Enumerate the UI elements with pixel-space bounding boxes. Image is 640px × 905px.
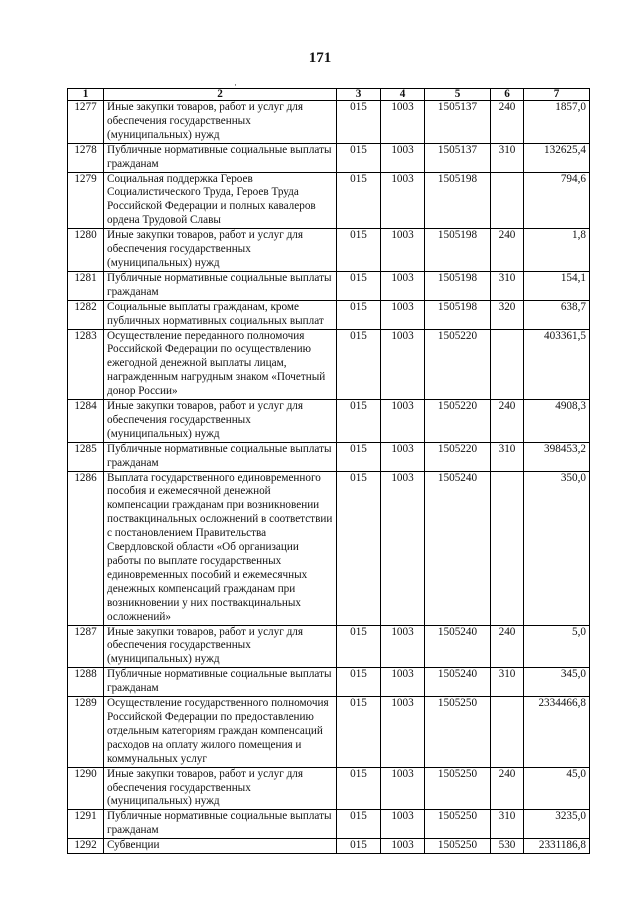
code-admin: 015 — [337, 810, 381, 839]
row-number: 1288 — [68, 668, 104, 697]
code-admin: 015 — [337, 101, 381, 144]
row-number: 1279 — [68, 172, 104, 229]
code-target: 1505240 — [425, 668, 491, 697]
row-name: Публичные нормативные социальные выплаты гражданам — [104, 271, 337, 300]
column-header: 2 — [104, 89, 337, 101]
column-header: 1 — [68, 89, 104, 101]
row-amount: 2334466,8 — [524, 697, 590, 768]
code-admin: 015 — [337, 471, 381, 625]
row-amount: 45,0 — [524, 767, 590, 810]
table-row — [68, 471, 590, 625]
row-number: 1290 — [68, 767, 104, 810]
code-target: 1505198 — [425, 172, 491, 229]
code-target: 1505198 — [425, 300, 491, 329]
code-section: 1003 — [381, 300, 425, 329]
code-target: 1505198 — [425, 229, 491, 272]
code-section: 1003 — [381, 442, 425, 471]
code-expense-type — [491, 172, 524, 229]
row-amount: 3235,0 — [524, 810, 590, 839]
code-section: 1003 — [381, 767, 425, 810]
code-section: 1003 — [381, 839, 425, 854]
code-section: 1003 — [381, 625, 425, 668]
row-amount: 403361,5 — [524, 329, 590, 400]
row-amount: 1857,0 — [524, 101, 590, 144]
code-target: 1505250 — [425, 839, 491, 854]
code-section: 1003 — [381, 810, 425, 839]
code-admin: 015 — [337, 697, 381, 768]
row-amount: 638,7 — [524, 300, 590, 329]
row-amount: 5,0 — [524, 625, 590, 668]
code-admin: 015 — [337, 229, 381, 272]
code-target: 1505220 — [425, 400, 491, 443]
code-section: 1003 — [381, 668, 425, 697]
table-row — [68, 625, 590, 668]
code-expense-type — [491, 697, 524, 768]
row-number: 1291 — [68, 810, 104, 839]
table-row — [68, 668, 590, 697]
code-target: 1505240 — [425, 471, 491, 625]
code-admin: 015 — [337, 839, 381, 854]
code-section: 1003 — [381, 271, 425, 300]
row-name: Выплата государственного единовременного пособия и ежемесячной денежной компенсации гражданам при возникновении поствакцинальных осложнений в соответствии с постановлением Правительства Свердловской области «Об организации работы по выплате государственных единовременных пособий и ежемесячных денежных компенсаций гражданам при возникновении у них поствакцинальных осложнений» — [104, 471, 337, 625]
table-row — [68, 172, 590, 229]
row-name: Осуществление государственного полномочия Российской Федерации по предоставлению отдельным категориям граждан компенсаций расходов на оплату жилого помещения и коммунальных услуг — [104, 697, 337, 768]
scan-mark: · — [234, 80, 237, 90]
column-header: 7 — [524, 89, 590, 101]
code-expense-type: 530 — [491, 839, 524, 854]
row-number: 1284 — [68, 400, 104, 443]
code-expense-type — [491, 329, 524, 400]
row-amount: 2331186,8 — [524, 839, 590, 854]
row-amount: 398453,2 — [524, 442, 590, 471]
code-admin: 015 — [337, 329, 381, 400]
code-expense-type: 240 — [491, 625, 524, 668]
code-target: 1505250 — [425, 810, 491, 839]
code-target: 1505198 — [425, 271, 491, 300]
table-row — [68, 143, 590, 172]
row-name: Иные закупки товаров, работ и услуг для обеспечения государственных (муниципальных) нужд — [104, 767, 337, 810]
code-target: 1505220 — [425, 329, 491, 400]
column-header: 4 — [381, 89, 425, 101]
row-name: Публичные нормативные социальные выплаты гражданам — [104, 810, 337, 839]
row-name: Иные закупки товаров, работ и услуг для обеспечения государственных (муниципальных) нужд — [104, 625, 337, 668]
row-number: 1287 — [68, 625, 104, 668]
table-row — [68, 329, 590, 400]
row-number: 1289 — [68, 697, 104, 768]
code-expense-type: 310 — [491, 143, 524, 172]
code-section: 1003 — [381, 471, 425, 625]
row-amount: 154,1 — [524, 271, 590, 300]
table-row — [68, 697, 590, 768]
code-section: 1003 — [381, 229, 425, 272]
table-row — [68, 400, 590, 443]
code-expense-type: 240 — [491, 101, 524, 144]
table-row — [68, 300, 590, 329]
table-row — [68, 229, 590, 272]
row-name: Социальная поддержка Героев Социалистического Труда, Героев Труда Российской Федерации и полных кавалеров ордена Трудовой Славы — [104, 172, 337, 229]
code-section: 1003 — [381, 400, 425, 443]
column-header: 6 — [491, 89, 524, 101]
code-target: 1505240 — [425, 625, 491, 668]
code-admin: 015 — [337, 271, 381, 300]
row-amount: 350,0 — [524, 471, 590, 625]
code-admin: 015 — [337, 767, 381, 810]
row-number: 1278 — [68, 143, 104, 172]
row-amount: 1,8 — [524, 229, 590, 272]
table-row — [68, 101, 590, 144]
code-admin: 015 — [337, 143, 381, 172]
table-row — [68, 839, 590, 854]
row-name: Публичные нормативные социальные выплаты гражданам — [104, 442, 337, 471]
code-admin: 015 — [337, 300, 381, 329]
header-row — [68, 89, 590, 101]
code-target: 1505220 — [425, 442, 491, 471]
code-admin: 015 — [337, 400, 381, 443]
code-target: 1505137 — [425, 101, 491, 144]
code-section: 1003 — [381, 101, 425, 144]
table-row — [68, 442, 590, 471]
row-name: Иные закупки товаров, работ и услуг для обеспечения государственных (муниципальных) нужд — [104, 101, 337, 144]
code-expense-type: 310 — [491, 442, 524, 471]
code-expense-type: 310 — [491, 810, 524, 839]
code-admin: 015 — [337, 668, 381, 697]
row-name: Публичные нормативные социальные выплаты гражданам — [104, 668, 337, 697]
column-header: 5 — [425, 89, 491, 101]
row-number: 1282 — [68, 300, 104, 329]
code-admin: 015 — [337, 625, 381, 668]
row-number: 1285 — [68, 442, 104, 471]
row-number: 1280 — [68, 229, 104, 272]
code-section: 1003 — [381, 329, 425, 400]
row-number: 1277 — [68, 101, 104, 144]
row-number: 1283 — [68, 329, 104, 400]
code-expense-type: 310 — [491, 668, 524, 697]
row-number: 1286 — [68, 471, 104, 625]
code-expense-type — [491, 471, 524, 625]
row-amount: 132625,4 — [524, 143, 590, 172]
code-target: 1505137 — [425, 143, 491, 172]
code-expense-type: 320 — [491, 300, 524, 329]
row-name: Осуществление переданного полномочия Российской Федерации по осуществлению ежегодной денежной выплаты лицам, награжденным нагрудным знаком «Почетный донор России» — [104, 329, 337, 400]
row-amount: 4908,3 — [524, 400, 590, 443]
code-target: 1505250 — [425, 767, 491, 810]
row-name: Субвенции — [104, 839, 337, 854]
table-row — [68, 271, 590, 300]
code-section: 1003 — [381, 697, 425, 768]
row-number: 1292 — [68, 839, 104, 854]
code-section: 1003 — [381, 172, 425, 229]
row-name: Иные закупки товаров, работ и услуг для обеспечения государственных (муниципальных) нужд — [104, 400, 337, 443]
row-amount: 345,0 — [524, 668, 590, 697]
code-expense-type: 240 — [491, 229, 524, 272]
row-name: Иные закупки товаров, работ и услуг для обеспечения государственных (муниципальных) нужд — [104, 229, 337, 272]
code-expense-type: 240 — [491, 767, 524, 810]
code-target: 1505250 — [425, 697, 491, 768]
row-number: 1281 — [68, 271, 104, 300]
code-admin: 015 — [337, 172, 381, 229]
budget-table — [67, 88, 590, 854]
column-header: 3 — [337, 89, 381, 101]
code-expense-type: 310 — [491, 271, 524, 300]
code-expense-type: 240 — [491, 400, 524, 443]
code-section: 1003 — [381, 143, 425, 172]
row-amount: 794,6 — [524, 172, 590, 229]
row-name: Социальные выплаты гражданам, кроме публичных нормативных социальных выплат — [104, 300, 337, 329]
table-row — [68, 767, 590, 810]
code-admin: 015 — [337, 442, 381, 471]
table-row — [68, 810, 590, 839]
page-number: 171 — [308, 50, 332, 66]
row-name: Публичные нормативные социальные выплаты гражданам — [104, 143, 337, 172]
